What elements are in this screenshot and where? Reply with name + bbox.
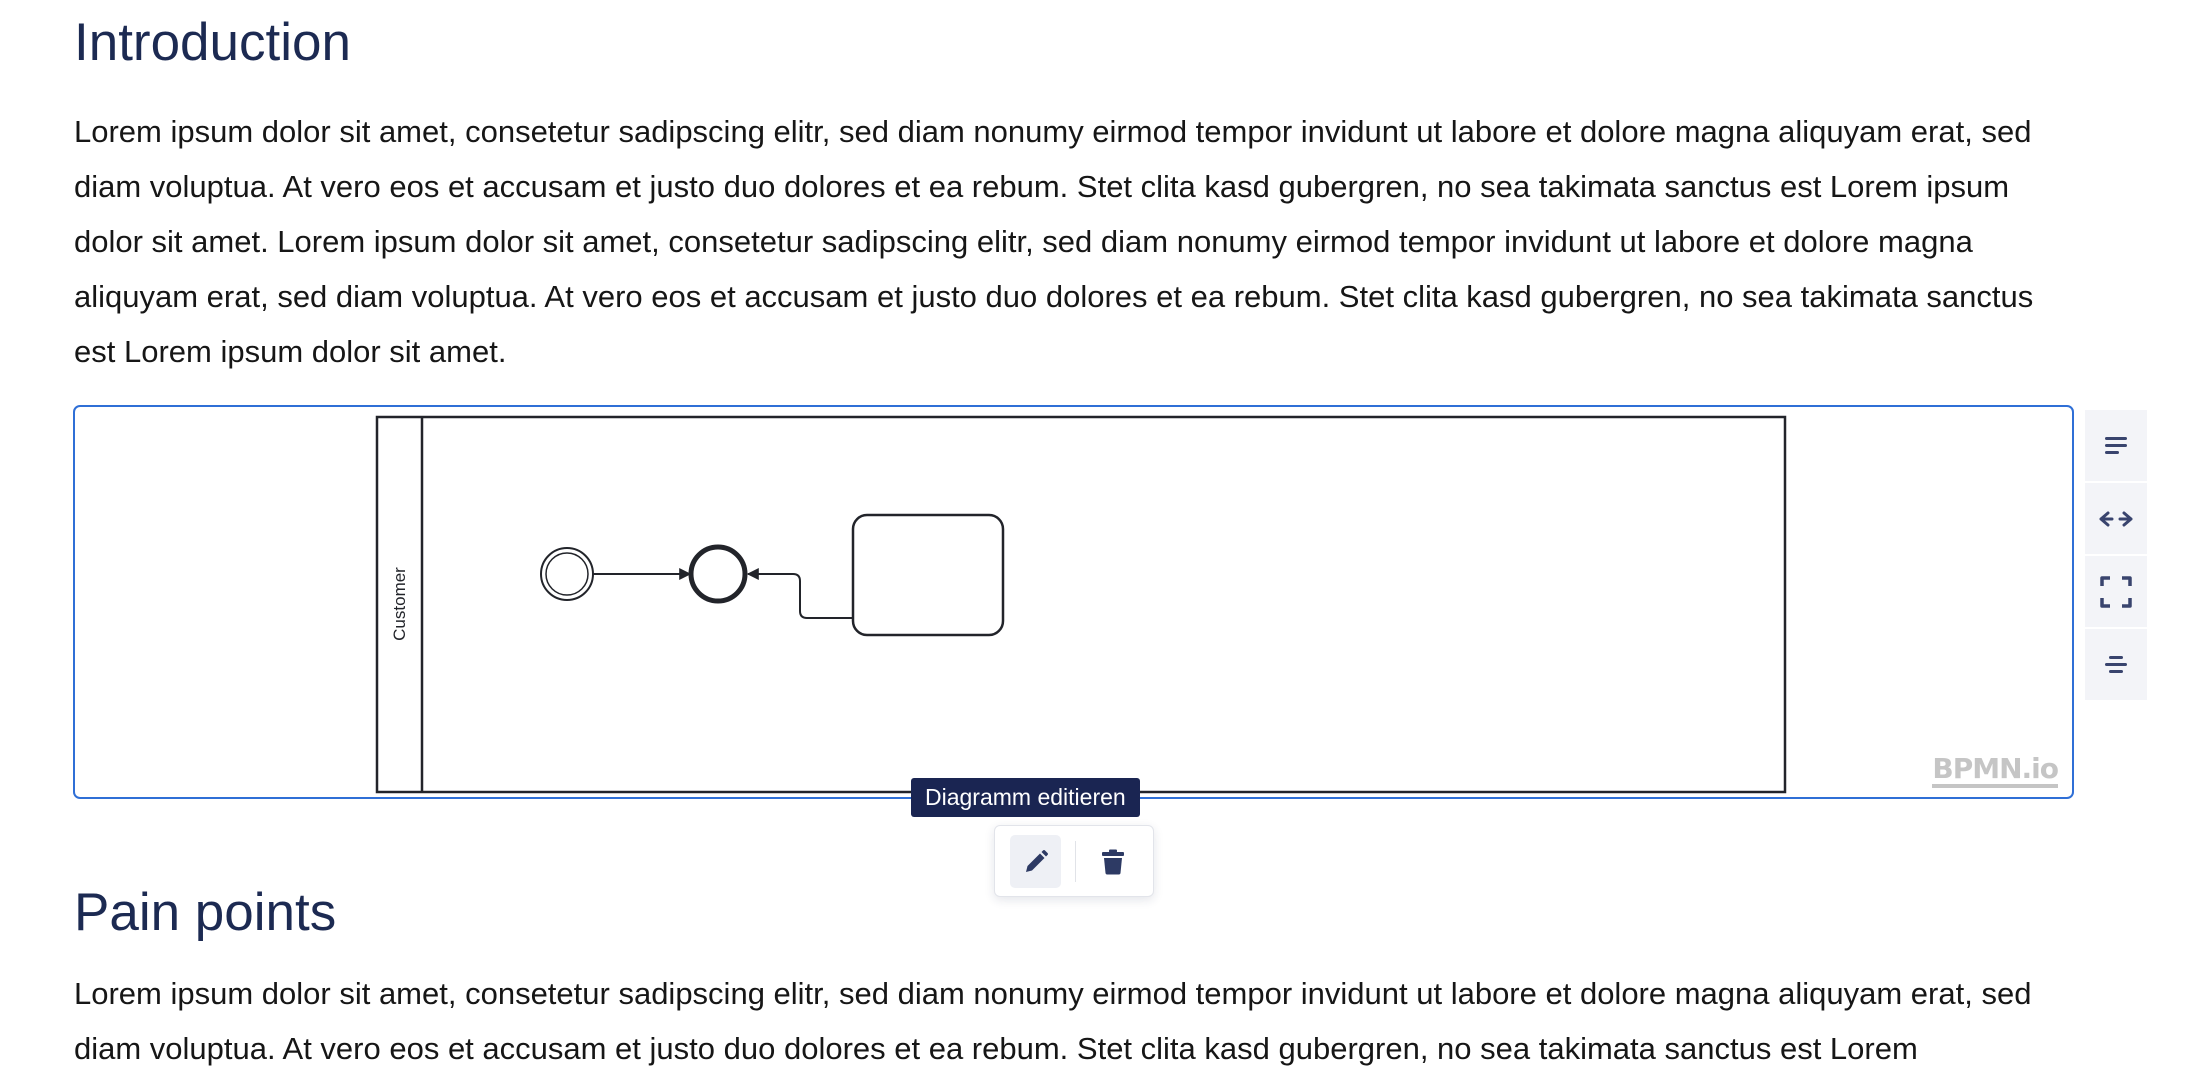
align-center-icon	[2101, 650, 2131, 680]
end-event	[691, 547, 745, 601]
bpmn-diagram-canvas	[75, 407, 2072, 797]
bpmn-io-watermark[interactable]: BPMN.io	[1932, 754, 2058, 788]
fullscreen-button[interactable]	[2085, 556, 2147, 627]
pain-points-paragraph: Lorem ipsum dolor sit amet, consetetur sadipscing elitr, sed diam nonumy eirmod tempor invidunt ut labore et dolore magna aliquyam erat, sed diam voluptua. At vero eos et accusam et justo duo dolores et ea rebum. Stet clita kasd gubergren, no sea takimata sanctus est Lorem	[74, 976, 2032, 1066]
diagram-side-toolbar	[2085, 410, 2147, 702]
delete-diagram-button[interactable]	[1087, 835, 1138, 888]
pool-shape	[377, 417, 1785, 792]
section-heading-pain-points: Pain points	[74, 883, 337, 942]
fullscreen-icon	[2099, 575, 2133, 609]
lane-label: Customer	[390, 567, 409, 641]
align-text-button[interactable]	[2085, 410, 2147, 481]
start-event	[541, 548, 593, 600]
task-shape	[853, 515, 1003, 635]
align-text-icon	[2101, 431, 2131, 461]
section-heading-introduction: Introduction	[74, 13, 351, 72]
sequence-flow-2	[748, 574, 853, 618]
diagram-action-bar	[994, 825, 1154, 897]
pencil-icon	[1023, 849, 1049, 875]
full-width-button[interactable]	[2085, 483, 2147, 554]
trash-icon	[1101, 849, 1125, 875]
bpmn-diagram-embed[interactable]	[73, 405, 2074, 799]
introduction-paragraph: Lorem ipsum dolor sit amet, consetetur sadipscing elitr, sed diam nonumy eirmod tempor invidunt ut labore et dolore magna aliquyam erat, sed diam voluptua. At vero eos et accusam et justo duo dolores et ea rebum. Stet clita kasd gubergren, no sea takimata sanctus est Lorem ipsum dolor sit amet. Lorem ipsum dolor sit amet, consetetur sadipscing elitr, sed diam nonumy eirmod tempor invidunt ut labore et dolore magna aliquyam erat, sed diam voluptua. At vero eos et accusam et justo duo dolores et ea rebum. Stet clita kasd gubergren, no sea takimata sanctus est Lorem ipsum dolor sit amet.	[74, 114, 2034, 369]
width-arrows-icon	[2097, 504, 2135, 534]
edit-diagram-tooltip: Diagramm editieren	[911, 778, 1140, 817]
align-center-button[interactable]	[2085, 629, 2147, 700]
edit-diagram-button[interactable]	[1010, 835, 1061, 888]
action-divider	[1075, 841, 1076, 882]
